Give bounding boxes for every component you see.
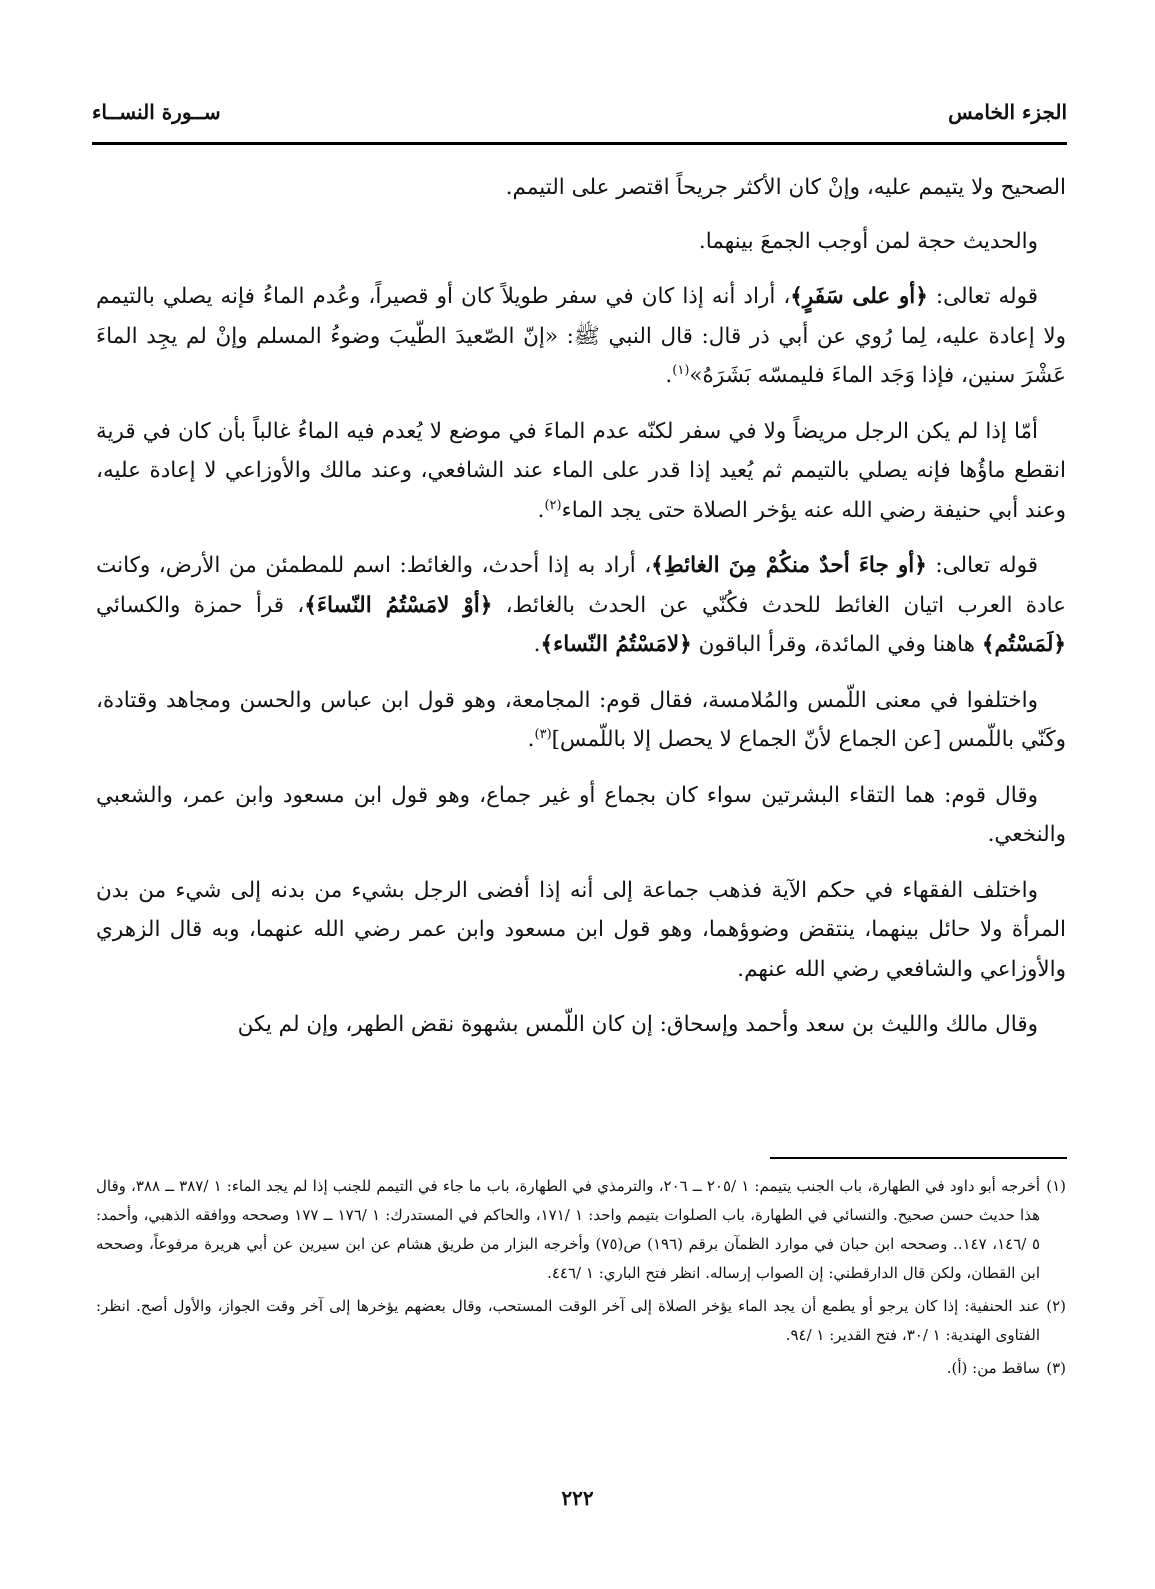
footnote-text: أخرجه أبو داود في الطهارة، باب الجنب يتيمم: ١ /٢٠٥ ــ ٢٠٦، والترمذي في الطهارة، باب ما جاء في التيمم للجنب إذا لم يجد الماء: ١ /٣٨٧ ــ ٣٨٨، وقال هذا حديث حسن صحيح. والنسائي في الطهارة، باب الصلوات بتيمم واحد: ١ /١٧١، والحاكم في المستدرك: ١ /١٧٦ ــ ١٧٧ وصححه ووافقه الذهبي، وأحمد: ٥ /١٤٦، ١٤٧.. وصححه ابن حبان في موارد الظمآن برقم (١٩٦) ص(٧٥) وأخرجه البزار من طريق هشام عن ابن سيرين عن أبي هريرة مرفوعاً، وصححه ابن القطان، ولكن قال الدارقطني: إن الصواب إرساله. انظر فتح الباري: ١ /٤٤٦. [96,1177,1041,1282]
footnote-ref-2: (٢) [544,497,562,513]
running-header [92,100,1067,132]
quran-quote: ﴿أو جاءَ أحدٌ منكُمْ مِنَ الغائطِ﴾ [651,553,927,578]
paragraph-4-text: أمّا إذا لم يكن الرجل مريضاً ولا في سفر لكنّه عدم الماءَ في موضع لا يُعدم فيه الماءُ غالباً بأن كان في قرية انقطع ماؤُها فإنه يصلي بالتيمم ثم يُعيد إذا قدر على الماء عند الشافعي، وعند مالك والأوزاعي لا إعادة عليه، وعند أبي حنيفة رضي الله عنه يؤخر الصلاة حتى يجد الماء [96,418,1066,523]
paragraph-5-before: قوله تعالى: [926,553,1038,578]
quran-quote: ﴿لامَسْتُمُ النّساء﴾ [540,632,692,657]
paragraph-5-mid3: هاهنا وفي المائدة، وقرأ الباقون [691,632,982,657]
page-number: ٢٢٢ [561,1486,594,1510]
footnote-ref-1: (١) [672,362,690,378]
footnote-3 [96,1354,1066,1383]
header-rule [92,142,1067,145]
quran-quote: ﴿أو على سَفَرٍ﴾ [790,284,928,309]
quran-quote: ﴿أوْ لامَسْتُمُ النّساءَ﴾ [304,592,493,618]
paragraph-5 [96,546,1066,665]
paragraph-2: والحديث حجة لمن أوجب الجمعَ بينهما. [698,228,1038,254]
paragraph-5-mid1: ، أراد به إذا أحدث، والغائط: اسم للمطمئن من الأرض، وكانت عادة العرب اتيان الغائط للحدث فكُنّي عن الحدث بالغائط، [96,553,1066,618]
paragraph-3-before: قوله تعالى: [927,284,1038,309]
footnote-number: (٢) [1046,1297,1066,1315]
paragraph-6: واختلفوا في معنى اللّمس والمُلامسة، فقال قوم: المجامعة، وهو قول ابن عباس والحسن ومجاهد وقتادة، وكَنّي باللّمس [عن الجماع لأنّ الجماع لا يحصل إلا باللّمس]$^{(٣)}$. [96,687,1066,752]
paragraph-3-after: ، أراد أنه إذا كان في سفر طويلاً كان أو قصيراً، وعُدم الماءُ فإنه يصلي بالتيمم ولا إعادة عليه، لِما رُوي عن أبي ذر قال: قال النبي ﷺ: «إنّ الصّعيدَ الطّيبَ وضوءُ المسلم وإنْ لم يجِد الماءَ عَشْرَ سنين، فإذا وَجَد الماءَ فليمسّه بَشَرَهُ» [96,284,1066,388]
surah-title: ســورة النســاء [92,100,221,124]
footnote-2 [96,1292,1066,1350]
footnote-rule [770,1157,1067,1159]
part-title: الجزء الخامس [948,100,1067,124]
footnotes [96,1172,1066,1387]
paragraph-5-mid2: ، قرأ حمزة والكسائي [96,592,305,618]
footnote-number: (٣) [1046,1359,1066,1377]
body-text [96,168,1066,1061]
footnote-text: عند الحنفية: إذا كان يرجو أو يطمع أن يجد الماء يؤخر الصلاة إلى آخر الوقت المستحب، وقال بعضهم يؤخرها إلى آخر وقت الجواز، والأول أصح. انظر: الفتاوى الهندية: ١ /٣٠، فتح القدير: ١ /٩٤. [96,1297,1040,1344]
paragraph-7: وقال قوم: هما التقاء البشرتين سواء كان بجماع أو غير جماع، وهو قول ابن مسعود وابن عمر، والشعبي والنخعي. [96,782,1066,847]
footnote-text: ساقط من: (أ). [946,1359,1040,1377]
quran-quote: ﴿لَمَسْتُم﴾ [981,632,1066,657]
paragraph-9: وقال مالك والليث بن سعد وأحمد وإسحاق: إن كان اللّمس بشهوة نقض الطهر، وإن لم يكن [237,1012,1038,1037]
footnote-number: (١) [1046,1177,1066,1195]
paragraph-4: أمّا إذا لم يكن الرجل مريضاً ولا في سفر لكنّه عدم الماءَ في موضع لا يُعدم فيه الماءُ غالباً بأن كان في قرية انقطع ماؤُها فإنه يصلي بالتيمم ثم يُعيد إذا قدر على الماء عند الشافعي، وعند مالك والأوزاعي لا إعادة عليه، وعند أبي حنيفة رضي الله عنه يؤخر الصلاة حتى يجد الماء$^{(٢)}$. [96,418,1066,523]
paragraph-6-text: واختلفوا في معنى اللّمس والمُلامسة، فقال قوم: المجامعة، وهو قول ابن عباس والحسن ومجاهد وقتادة، وكَنّي باللّمس [عن الجماع لأنّ الجماع لا يحصل إلا باللّمس] [96,687,1066,752]
paragraph-5-after: . [533,632,541,657]
footnote-ref-3: (٣) [534,726,552,742]
paragraph-8: واختلف الفقهاء في حكم الآية فذهب جماعة إلى أنه إذا أفضى الرجل بشيء من بدنه إلى شيء من بدن المرأة ولا حائل بينهما، ينتقض وضوؤهما، وهو قول ابن مسعود وابن عمر رضي الله عنهما، وبه قال الزهري والأوزاعي والشافعي رضي الله عنهم. [96,877,1066,982]
paragraph-3: قوله تعالى: ﴿أو على سَفَرٍ﴾، أراد أنه إذا كان في سفر طويلاً كان أو قصيراً، وعُدم الماءُ فإنه يصلي بالتيمم ولا إعادة عليه، لِما رُوي عن أبي ذر قال: قال النبي ﷺ: «إنّ الصّعيدَ الطّيبَ وضوءُ المسلم وإنْ لم يجِد الماءَ عَشْرَ سنين، فإذا وَجَد الماءَ فليمسّه بَشَرَهُ»$^{(١)}$. [96,284,1066,388]
footnote-1 [96,1172,1066,1288]
paragraph-1: الصحيح ولا يتيمم عليه، وإنْ كان الأكثر جريحاً اقتصر على التيمم. [505,175,1066,200]
